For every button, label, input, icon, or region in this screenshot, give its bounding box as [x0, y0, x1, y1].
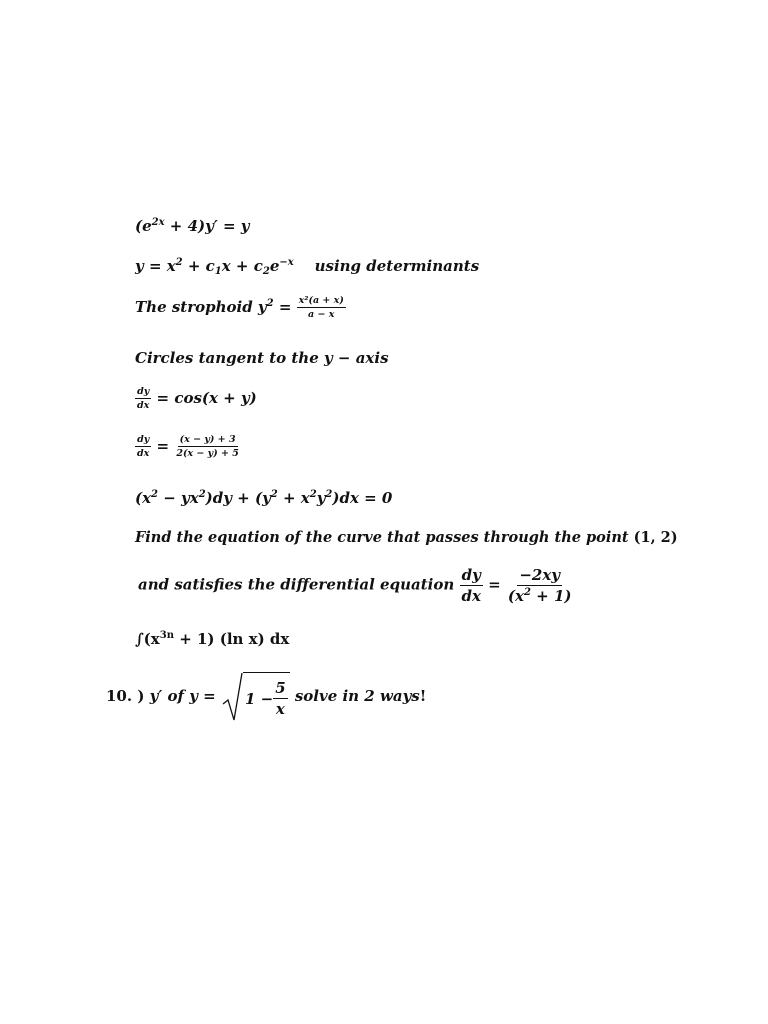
- rhs-fraction: $\frac{(x - y) + 3}{2(x - y) + 5}$: [176, 434, 239, 460]
- radical-sign-icon: [221, 672, 243, 722]
- five-over-x-fraction: $\frac{5}{x}$: [275, 679, 286, 718]
- square-root: 1 − $\frac{5}{x}$: [221, 672, 290, 722]
- dy-dx-fraction: $\frac{dy}{dx}$: [137, 386, 150, 412]
- equation-5: $\frac{dy}{dx}$ = cos(x + y): [137, 386, 257, 412]
- equation-3: The strophoid $y^2$ = $\frac{\text{x²(a + x)}}{a - x}$: [135, 295, 344, 321]
- equation-4: Circles tangent to the y − axis: [135, 349, 389, 367]
- equation-11: 10. ) y′ of y = 1 − $\frac{5}{x}$ solve in 2 ways!: [106, 672, 426, 722]
- equation-1: $(e^{2x} + 4)y' = y$: [135, 217, 250, 235]
- equation-10: $\int(x^{3n} + 1)$ (ln x) dx: [135, 630, 290, 648]
- strophoid-fraction: $\frac{\text{x²(a + x)}}{a - x}$: [298, 295, 344, 321]
- rhs-fraction: $\frac{-2xy}{(x^2 + 1)}$: [507, 566, 572, 605]
- equation-8: Find the equation of the curve that passes through the point (1, 2): [135, 529, 678, 546]
- equation-6: $\frac{dy}{dx}$ = $\frac{(x - y) + 3}{2(x - y) + 5}$: [137, 434, 239, 460]
- equation-9: and satisfies the differential equation $\frac{dy}{dx}$ = $\frac{-2xy}{(x^2 + 1)}$: [138, 566, 572, 605]
- dy-dx-fraction: $\frac{dy}{dx}$: [461, 566, 481, 605]
- equation-2: $y = x^2 + c_1x + c_2e^{-x}$ using determinants: [135, 257, 480, 277]
- equation-7: $(x^2 - yx^2)dy + (y^2 + x^2y^2)dx = 0$: [135, 489, 393, 507]
- dy-dx-fraction: $\frac{dy}{dx}$: [137, 434, 150, 460]
